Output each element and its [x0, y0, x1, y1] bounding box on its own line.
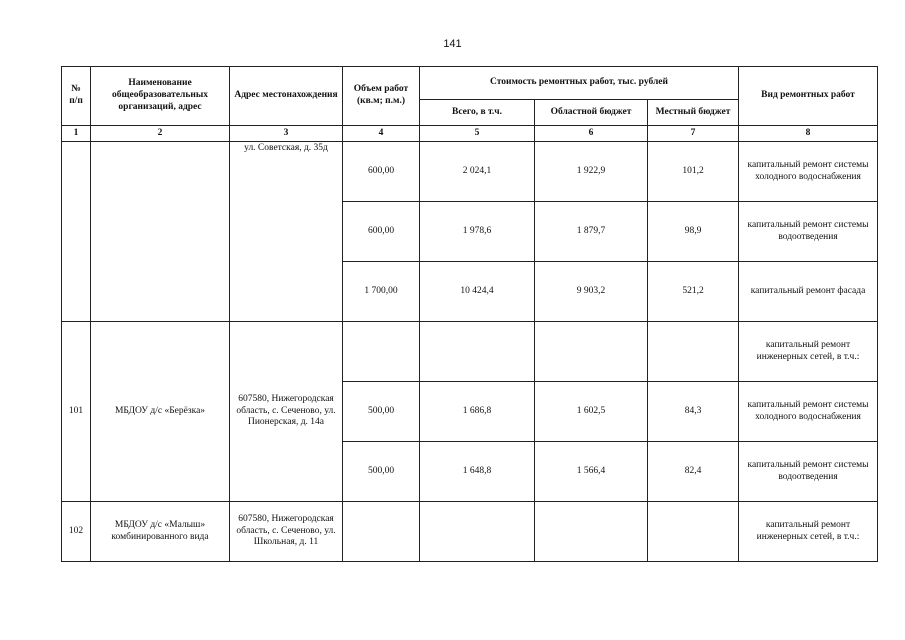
local-cell	[648, 322, 739, 382]
local-cell	[648, 502, 739, 562]
regional-cell	[535, 322, 648, 382]
col-number: 2	[91, 126, 230, 142]
col-number: 4	[343, 126, 420, 142]
row-number-cell	[62, 142, 91, 322]
work-type-cell: капитальный ремонт инженерных сетей, в т.ч.:	[739, 322, 878, 382]
header-number: № п/п	[62, 67, 91, 126]
col-number: 5	[420, 126, 535, 142]
header-work-type: Вид ремонтных работ	[739, 67, 878, 126]
local-cell: 521,2	[648, 262, 739, 322]
work-type-cell: капитальный ремонт системы водоотведения	[739, 442, 878, 502]
local-cell: 98,9	[648, 202, 739, 262]
volume-cell: 600,00	[343, 142, 420, 202]
col-number: 6	[535, 126, 648, 142]
row-number-cell: 102	[62, 502, 91, 562]
work-type-cell: капитальный ремонт системы холодного водоснабжения	[739, 382, 878, 442]
total-cell: 1 686,8	[420, 382, 535, 442]
col-number: 7	[648, 126, 739, 142]
work-type-cell: капитальный ремонт системы водоотведения	[739, 202, 878, 262]
work-type-cell: капитальный ремонт системы холодного водоснабжения	[739, 142, 878, 202]
volume-cell: 600,00	[343, 202, 420, 262]
total-cell	[420, 322, 535, 382]
total-cell: 1 978,6	[420, 202, 535, 262]
col-number: 3	[230, 126, 343, 142]
page-number: 141	[443, 38, 462, 50]
table-row	[62, 142, 878, 202]
volume-cell	[343, 502, 420, 562]
local-cell: 82,4	[648, 442, 739, 502]
volume-cell	[343, 322, 420, 382]
header-org-name: Наименование общеобразовательных организаций, адрес	[91, 67, 230, 126]
volume-cell: 1 700,00	[343, 262, 420, 322]
regional-cell: 1 922,9	[535, 142, 648, 202]
col-number: 1	[62, 126, 91, 142]
regional-cell: 9 903,2	[535, 262, 648, 322]
org-name-cell: МБДОУ д/с «Малыш» комбинированного вида	[91, 502, 230, 562]
table-row	[62, 322, 878, 382]
address-cell: ул. Советская, д. 35д	[230, 142, 343, 322]
total-cell	[420, 502, 535, 562]
work-type-cell: капитальный ремонт фасада	[739, 262, 878, 322]
regional-cell: 1 566,4	[535, 442, 648, 502]
regional-cell: 1 602,5	[535, 382, 648, 442]
table-row	[62, 502, 878, 562]
volume-cell: 500,00	[343, 442, 420, 502]
total-cell: 10 424,4	[420, 262, 535, 322]
work-type-cell: капитальный ремонт инженерных сетей, в т.ч.:	[739, 502, 878, 562]
total-cell: 1 648,8	[420, 442, 535, 502]
repairs-table	[61, 66, 878, 562]
row-number-cell: 101	[62, 322, 91, 502]
header-cost-group: Стоимость ремонтных работ, тыс. рублей	[420, 67, 739, 100]
org-name-cell: МБДОУ д/с «Берёзка»	[91, 322, 230, 502]
regional-cell	[535, 502, 648, 562]
header-total: Всего, в т.ч.	[420, 100, 535, 126]
address-cell: 607580, Нижегородская область, с. Сеченово, ул. Пионерская, д. 14а	[230, 322, 343, 502]
col-number: 8	[739, 126, 878, 142]
header-local: Местный бюджет	[648, 100, 739, 126]
local-cell: 84,3	[648, 382, 739, 442]
org-name-cell	[91, 142, 230, 322]
total-cell: 2 024,1	[420, 142, 535, 202]
volume-cell: 500,00	[343, 382, 420, 442]
local-cell: 101,2	[648, 142, 739, 202]
regional-cell: 1 879,7	[535, 202, 648, 262]
address-cell: 607580, Нижегородская область, с. Сеченово, ул. Школьная, д. 11	[230, 502, 343, 562]
header-volume: Объем работ (кв.м; п.м.)	[343, 67, 420, 126]
header-regional: Областной бюджет	[535, 100, 648, 126]
header-address: Адрес местонахождения	[230, 67, 343, 126]
